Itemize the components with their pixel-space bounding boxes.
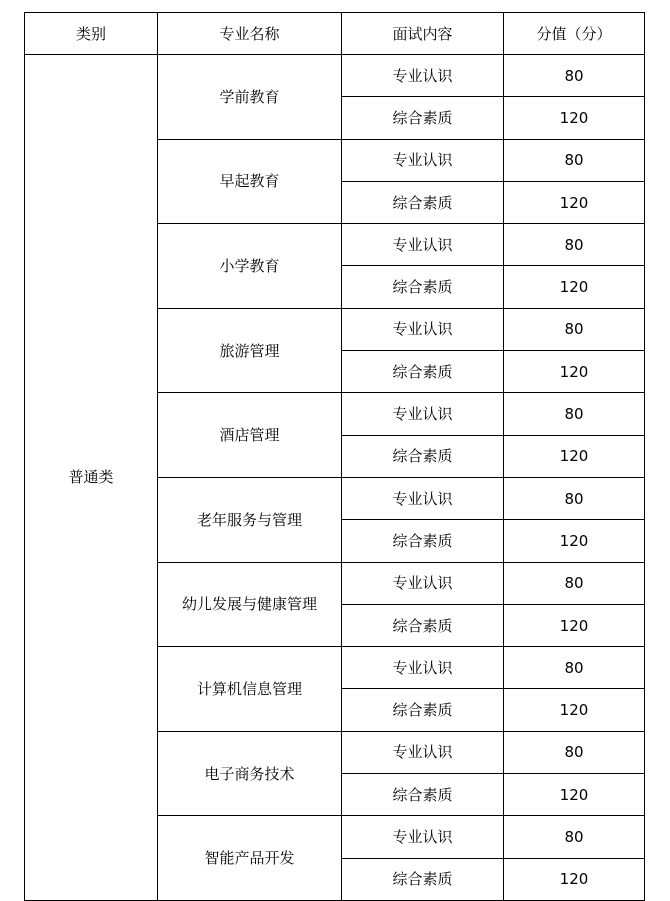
score-cell: 80 [504,139,645,181]
score-cell: 80 [504,224,645,266]
major-name-cell: 计算机信息管理 [158,647,342,732]
score-cell: 120 [504,266,645,308]
major-name-cell: 旅游管理 [158,308,342,393]
major-name-cell: 老年服务与管理 [158,477,342,562]
interview-content-cell: 综合素质 [342,181,504,223]
interview-content-cell: 专业认识 [342,139,504,181]
major-name-cell: 早起教育 [158,139,342,224]
major-name-cell: 电子商务技术 [158,731,342,816]
interview-content-cell: 综合素质 [342,520,504,562]
score-table-body [25,13,645,901]
interview-content-cell: 专业认识 [342,393,504,435]
interview-content-cell: 综合素质 [342,774,504,816]
score-cell: 120 [504,774,645,816]
score-cell: 120 [504,520,645,562]
major-name-cell: 幼儿发展与健康管理 [158,562,342,647]
score-cell: 80 [504,731,645,773]
header-major-name: 专业名称 [158,13,342,55]
score-cell: 80 [504,308,645,350]
interview-content-cell: 专业认识 [342,647,504,689]
header-score: 分值（分） [504,13,645,55]
header-category: 类别 [25,13,158,55]
major-name-cell: 小学教育 [158,224,342,309]
category-cell: 普通类 [25,55,158,901]
score-cell: 120 [504,181,645,223]
header-interview-content: 面试内容 [342,13,504,55]
score-cell: 120 [504,689,645,731]
interview-content-cell: 专业认识 [342,477,504,519]
interview-content-cell: 综合素质 [342,97,504,139]
score-cell: 80 [504,55,645,97]
score-cell: 80 [504,477,645,519]
table-row [25,55,645,97]
major-name-cell: 学前教育 [158,55,342,140]
interview-content-cell: 专业认识 [342,562,504,604]
interview-content-cell: 综合素质 [342,858,504,900]
interview-content-cell: 专业认识 [342,308,504,350]
interview-content-cell: 综合素质 [342,604,504,646]
major-name-cell: 智能产品开发 [158,816,342,901]
interview-content-cell: 综合素质 [342,689,504,731]
header-row [25,13,645,55]
score-cell: 80 [504,816,645,858]
interview-content-cell: 专业认识 [342,731,504,773]
interview-content-cell: 专业认识 [342,55,504,97]
score-cell: 120 [504,97,645,139]
score-cell: 120 [504,604,645,646]
score-cell: 120 [504,858,645,900]
score-cell: 80 [504,647,645,689]
interview-content-cell: 专业认识 [342,224,504,266]
interview-content-cell: 综合素质 [342,266,504,308]
score-cell: 80 [504,562,645,604]
interview-content-cell: 综合素质 [342,435,504,477]
score-cell: 120 [504,351,645,393]
interview-content-cell: 专业认识 [342,816,504,858]
interview-content-cell: 综合素质 [342,351,504,393]
score-table [24,12,645,901]
major-name-cell: 酒店管理 [158,393,342,478]
score-cell: 80 [504,393,645,435]
score-cell: 120 [504,435,645,477]
